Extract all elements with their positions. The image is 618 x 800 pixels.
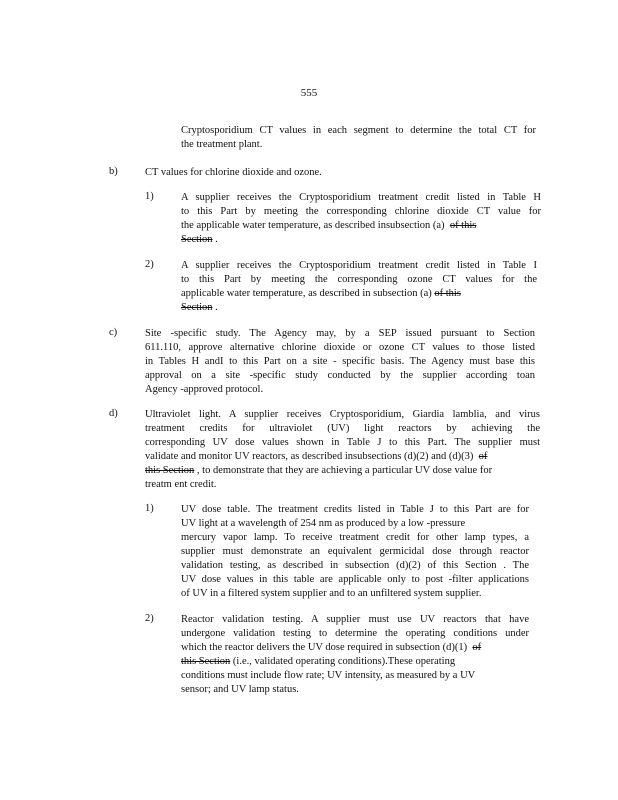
- text-line: validation testing, as described in subsection (d)(2) of this Section . The: [181, 560, 529, 571]
- text-line: supplier must demonstrate an equivalent germicidal dose through reactor: [181, 546, 529, 557]
- section-b-label: b): [109, 166, 118, 177]
- section-d-paragraph: [145, 408, 540, 492]
- text-line: A supplier receives the Cryptosporidium treatment credit listed in Table H: [181, 192, 541, 203]
- text-segment: , to demonstrate that they are achieving a particular UV dose value for: [194, 465, 493, 476]
- text-line: corresponding UV dose values shown in Table J to this Part. The supplier must: [145, 437, 540, 448]
- struck-text: of this: [449, 220, 477, 231]
- text-line: Ultraviolet light. A supplier receives Cryptosporidium, Giardia lamblia, and virus: [145, 409, 540, 420]
- text-line: to this Part by meeting the corresponding ozone CT values for the: [181, 274, 537, 285]
- text-line: [145, 464, 540, 478]
- text-line: approval on a site -specific study conducted by the supplier according toan: [145, 370, 535, 381]
- section-b-heading: [145, 166, 445, 180]
- struck-text: this Section: [181, 656, 231, 667]
- text-segment: validate and monitor UV reactors, as described insubsections (d)(2) and (d)(3): [145, 451, 474, 462]
- text-line: treatment credits for ultraviolet (UV) light reactors by achieving the: [145, 423, 540, 434]
- text-line: [181, 233, 541, 247]
- text-line: to this Part by meeting the corresponding chlorine dioxide CT value for: [181, 206, 541, 217]
- text-line: in Tables H andI to this Part on a site - specific basis. The Agency must base this: [145, 356, 535, 367]
- struck-text: of: [472, 642, 482, 653]
- struck-text: of: [478, 451, 488, 462]
- section-d-item-1: [181, 503, 529, 601]
- struck-text: of this: [434, 288, 461, 299]
- text-line: [145, 450, 540, 464]
- struck-text: this Section: [145, 465, 195, 476]
- text-line: Reactor validation testing. A supplier must use UV reactors that have: [181, 614, 529, 625]
- text-segment: .: [212, 302, 218, 313]
- section-d-item-1-label: 1): [145, 503, 154, 514]
- text-line: the treatment plant.: [181, 139, 263, 150]
- text-line: [181, 287, 537, 301]
- text-line: of UV in a filtered system supplier and to an unfiltered system supplier.: [181, 588, 482, 599]
- text-line: conditions must include flow rate; UV intensity, as measured by a UV: [181, 670, 476, 681]
- text-segment: which the reactor delivers the UV dose required in subsection (d)(1): [181, 642, 468, 653]
- section-b-item-2: [181, 259, 537, 315]
- section-d-label: d): [109, 408, 118, 419]
- text-line: sensor; and UV lamp status.: [181, 684, 299, 695]
- text-line: [181, 219, 541, 233]
- text-segment: the applicable water temperature, as described insubsection (a): [181, 220, 445, 231]
- text-segment: (i.e., validated operating conditions).These operating: [230, 656, 456, 667]
- struck-text: Section: [181, 302, 213, 313]
- text-line: CT values for chlorine dioxide and ozone.: [145, 167, 322, 178]
- text-line: [181, 641, 529, 655]
- text-line: treatm ent credit.: [145, 479, 217, 490]
- section-b-item-1-label: 1): [145, 191, 154, 202]
- section-d-item-2-label: 2): [145, 613, 154, 624]
- page-number: 555: [300, 87, 318, 99]
- text-line: [181, 655, 529, 669]
- text-line: undergone validation testing to determine the operating conditions under: [181, 628, 529, 639]
- text-line: [181, 301, 537, 315]
- section-c-label: c): [109, 327, 118, 338]
- section-d-item-2: [181, 613, 529, 697]
- struck-text: Section: [181, 234, 213, 245]
- text-line: UV dose values in this table are applicable only to post -filter applications: [181, 574, 529, 585]
- text-line: Cryptosporidium CT values in each segment to determine the total CT for: [181, 125, 536, 136]
- text-line: UV dose table. The treatment credits listed in Table J to this Part are for: [181, 504, 529, 515]
- text-line: UV light at a wavelength of 254 nm as produced by a low -pressure: [181, 518, 466, 529]
- section-c-paragraph: [145, 327, 535, 397]
- text-line: A supplier receives the Cryptosporidium treatment credit listed in Table I: [181, 260, 537, 271]
- text-line: mercury vapor lamp. To receive treatment credit for other lamp types, a: [181, 532, 529, 543]
- text-line: Agency -approved protocol.: [145, 384, 264, 395]
- section-b-item-1: [181, 191, 541, 247]
- text-line: 611.110, approve alternative chlorine dioxide or ozone CT values to those listed: [145, 342, 535, 353]
- text-segment: applicable water temperature, as described in subsection (a): [181, 288, 432, 299]
- text-line: Site -specific study. The Agency may, by a SEP issued pursuant to Section: [145, 328, 535, 339]
- carryover-paragraph: [181, 124, 536, 152]
- section-b-item-2-label: 2): [145, 259, 154, 270]
- text-segment: .: [212, 234, 218, 245]
